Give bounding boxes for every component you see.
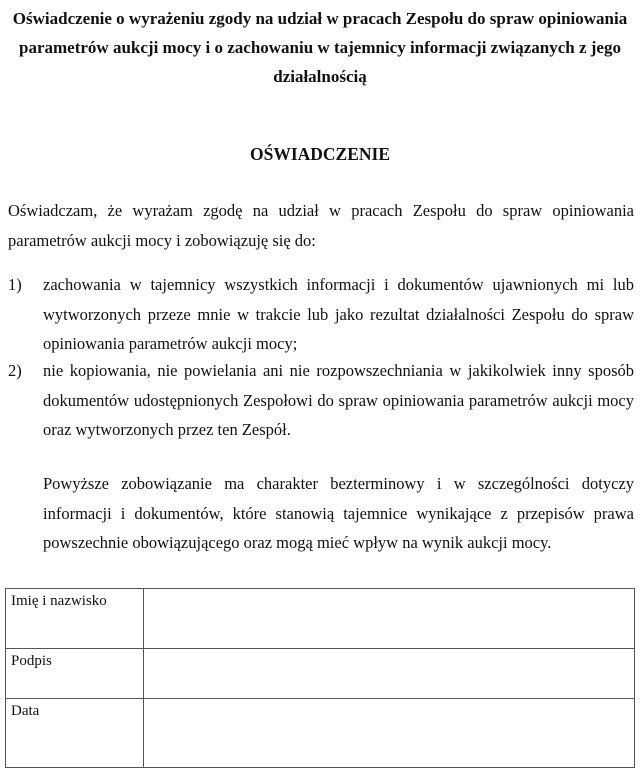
document-title: Oświadczenie o wyrażeniu zgody na udział w pracach Zespołu do spraw opiniowania parametrów aukcji mocy i o zachowaniu w tajemnicy informacji związanych z jego działalnością [12,9,628,86]
signature-table [5,588,635,768]
table-row [6,649,635,699]
item-text: nie kopiowania, nie powielania ani nie rozpowszechniania w jakikolwiek inny sposób dokumentów udostępnionych Zespołowi do spraw opiniowania parametrów aukcji mocy oraz wytworzonych przez ten Zespół. [43,361,634,439]
closing-paragraph: Powyższe zobowiązanie ma charakter bezterminowy i w szczególności dotyczy informacji i dokumentów, które stanowią tajemnice wynikające z przepisów prawa powszechnie obowiązującego oraz mogą mieć wpływ na wynik aukcji mocy. [43,474,634,552]
signature-field[interactable] [144,649,635,699]
obligation-item [8,270,634,359]
table-row [6,589,635,649]
date-label: Data [6,699,144,768]
item-text: zachowania w tajemnicy wszystkich informacji i dokumentów ujawnionych mi lub wytworzonych przeze mnie w trakcie lub jako rezultat działalności Zespołu do spraw opiniowania parametrów aukcji mocy; [43,275,634,353]
date-field[interactable] [144,699,635,768]
name-label: Imię i nazwisko [6,589,144,649]
table-row [6,699,635,768]
signature-label: Podpis [6,649,144,699]
item-number: 2) [8,361,22,380]
statement-heading: OŚWIADCZENIE [249,144,391,164]
item-number: 1) [8,275,22,294]
intro-paragraph: Oświadczam, że wyrażam zgodę na udział w pracach Zespołu do spraw opiniowania parametrów aukcji mocy i zobowiązuję się do: [8,201,634,250]
obligation-item [8,356,634,445]
name-field[interactable] [144,589,635,649]
